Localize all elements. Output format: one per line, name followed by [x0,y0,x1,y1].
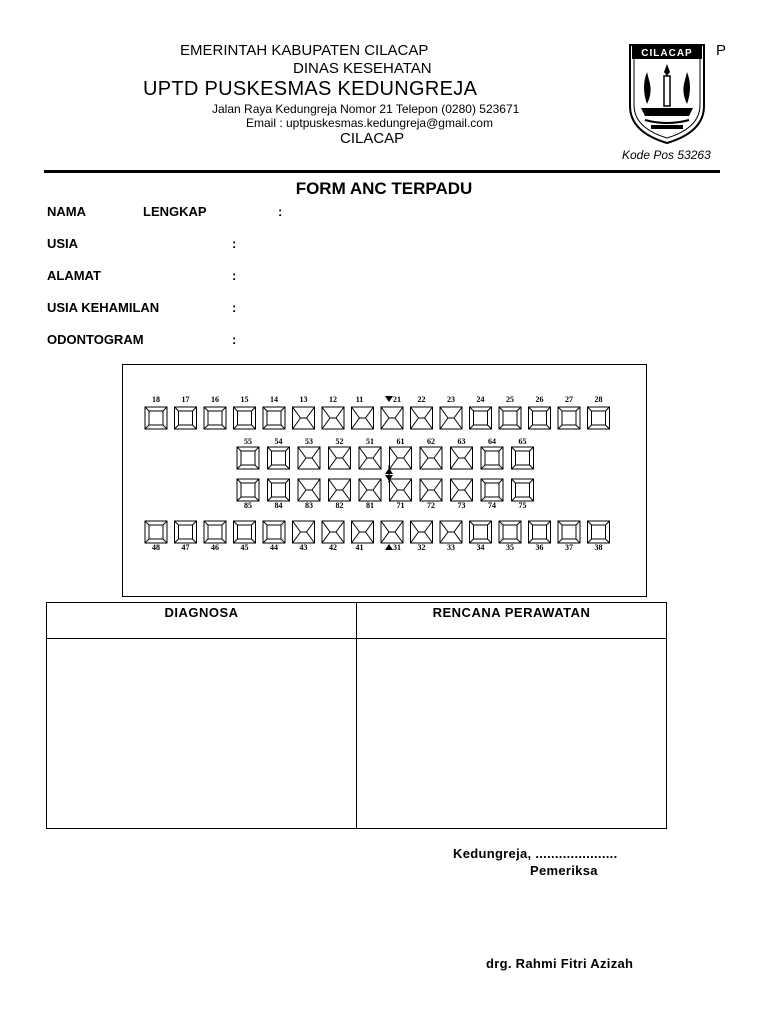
tooth-number-15: 15 [240,395,249,404]
header-department: DINAS KESEHATAN [293,60,432,77]
form-title: FORM ANC TERPADU [295,179,473,198]
tooth-16[interactable] [204,407,226,429]
logo-text: CILACAP [641,48,693,59]
tooth-47[interactable] [175,521,197,543]
tooth-53[interactable] [298,447,320,469]
tooth-number-22: 22 [417,395,426,404]
tooth-number-27: 27 [565,395,573,404]
tooth-43[interactable] [293,521,315,543]
tooth-number-54: 54 [274,437,283,446]
midline-arrow-top [385,396,393,402]
tooth-number-65: 65 [518,437,527,446]
tooth-51[interactable] [359,447,381,469]
tooth-number-21: 21 [393,395,401,404]
tooth-number-33: 33 [447,543,455,552]
tooth-number-73: 73 [457,501,466,510]
odontogram-chart [122,364,647,597]
tooth-number-41: 41 [355,543,364,552]
tooth-number-35: 35 [506,543,514,552]
tooth-26[interactable] [529,407,551,429]
header-government: EMERINTAH KABUPATEN CILACAP [180,42,429,59]
tooth-number-14: 14 [270,395,278,404]
tooth-35[interactable] [499,521,521,543]
tooth-number-13: 13 [299,395,308,404]
field-label-odontogram: ODONTOGRAM [47,332,144,347]
tooth-number-44: 44 [270,543,278,552]
field-label-lengkap: LENGKAP [143,204,207,219]
odontogram-svg [123,365,646,596]
tooth-36[interactable] [529,521,551,543]
tooth-62[interactable] [420,447,442,469]
tooth-number-48: 48 [152,543,160,552]
header-diagnosa: DIAGNOSA [47,603,357,639]
tooth-number-84: 84 [274,501,283,510]
tooth-number-24: 24 [476,395,485,404]
tooth-24[interactable] [470,407,492,429]
tooth-73[interactable] [451,479,473,501]
tooth-12[interactable] [322,407,344,429]
signature-role: Pemeriksa [530,863,598,878]
field-label-usia-kehamilan: USIA KEHAMILAN [47,300,160,315]
tooth-11[interactable] [352,407,374,429]
header-address: Jalan Raya Kedungreja Nomor 21 Telepon (0280) 523671 [212,102,520,116]
tooth-number-61: 61 [396,437,405,446]
diagnosa-cell[interactable] [47,639,357,829]
tooth-38[interactable] [588,521,610,543]
header-corner-letter: P [716,42,727,59]
tooth-number-38: 38 [594,543,603,552]
tooth-44[interactable] [263,521,285,543]
tooth-number-63: 63 [457,437,466,446]
tooth-13[interactable] [293,407,315,429]
tooth-number-42: 42 [329,543,337,552]
field-colon-usia-kehamilan: : [232,300,237,315]
tooth-64[interactable] [481,447,503,469]
tooth-number-71: 71 [396,501,405,510]
tooth-number-83: 83 [305,501,313,510]
tooth-65[interactable] [512,447,534,469]
field-colon-usia: : [232,236,237,251]
tooth-45[interactable] [234,521,256,543]
tooth-number-26: 26 [535,395,544,404]
tooth-number-28: 28 [594,395,603,404]
signature-place-date: Kedungreja, ..................... [453,846,618,861]
tooth-23[interactable] [440,407,462,429]
tooth-81[interactable] [359,479,381,501]
tooth-number-23: 23 [447,395,455,404]
header-divider-line [44,170,720,173]
tooth-72[interactable] [420,479,442,501]
tooth-number-45: 45 [240,543,249,552]
tooth-number-11: 11 [355,395,364,404]
tooth-52[interactable] [329,447,351,469]
tooth-number-64: 64 [488,437,496,446]
tooth-48[interactable] [145,521,167,543]
tooth-number-62: 62 [427,437,435,446]
tooth-27[interactable] [558,407,580,429]
tooth-number-25: 25 [506,395,514,404]
tooth-number-36: 36 [535,543,544,552]
tooth-82[interactable] [329,479,351,501]
midline-center-arrow-down [385,475,393,481]
tooth-75[interactable] [512,479,534,501]
tooth-number-18: 18 [152,395,160,404]
tooth-74[interactable] [481,479,503,501]
tooth-14[interactable] [263,407,285,429]
tooth-number-46: 46 [211,543,219,552]
tooth-28[interactable] [588,407,610,429]
midline-arrow-bottom [385,544,393,550]
tooth-32[interactable] [411,521,433,543]
tooth-number-75: 75 [518,501,527,510]
header-email: Email : uptpuskesmas.kedungreja@gmail.com [246,116,493,130]
tooth-33[interactable] [440,521,462,543]
diagnosis-table [46,602,667,829]
field-colon-alamat: : [232,268,237,283]
tooth-number-12: 12 [329,395,337,404]
tooth-number-72: 72 [427,501,435,510]
regency-crest-logo [627,42,707,146]
tooth-number-16: 16 [211,395,219,404]
field-label-usia: USIA [47,236,79,251]
tooth-number-32: 32 [417,543,426,552]
header-postal-code: Kode Pos 53263 [622,148,711,162]
tooth-number-55: 55 [244,437,252,446]
tooth-71[interactable] [390,479,412,501]
tooth-25[interactable] [499,407,521,429]
tooth-number-34: 34 [476,543,485,552]
tooth-55[interactable] [237,447,259,469]
tooth-37[interactable] [558,521,580,543]
header-rencana-perawatan: RENCANA PERAWATAN [357,603,667,639]
header-city: CILACAP [340,130,405,147]
tooth-number-82: 82 [335,501,344,510]
tooth-84[interactable] [268,479,290,501]
tooth-46[interactable] [204,521,226,543]
tooth-number-53: 53 [305,437,313,446]
signature-name: drg. Rahmi Fitri Azizah [486,956,634,971]
tooth-85[interactable] [237,479,259,501]
tooth-83[interactable] [298,479,320,501]
tooth-18[interactable] [145,407,167,429]
rencana-perawatan-cell[interactable] [357,639,667,829]
tooth-61[interactable] [390,447,412,469]
tooth-22[interactable] [411,407,433,429]
field-colon-odontogram: : [232,332,237,347]
tooth-63[interactable] [451,447,473,469]
tooth-number-47: 47 [181,543,190,552]
tooth-number-81: 81 [366,501,374,510]
field-label-alamat: ALAMAT [47,268,101,283]
tooth-number-37: 37 [565,543,573,552]
tooth-number-74: 74 [488,501,496,510]
tooth-41[interactable] [352,521,374,543]
tooth-number-52: 52 [335,437,344,446]
tooth-number-43: 43 [299,543,308,552]
tooth-15[interactable] [234,407,256,429]
tooth-17[interactable] [175,407,197,429]
tooth-number-17: 17 [181,395,190,404]
tooth-42[interactable] [322,521,344,543]
field-label-nama: NAMA [47,204,86,219]
field-colon-nama: : [278,204,283,219]
tooth-number-85: 85 [244,501,252,510]
tooth-number-31: 31 [393,543,401,552]
tooth-54[interactable] [268,447,290,469]
header-institution: UPTD PUSKESMAS KEDUNGREJA [143,78,478,100]
tooth-21[interactable] [381,407,403,429]
tooth-31[interactable] [381,521,403,543]
tooth-number-51: 51 [366,437,374,446]
tooth-34[interactable] [470,521,492,543]
